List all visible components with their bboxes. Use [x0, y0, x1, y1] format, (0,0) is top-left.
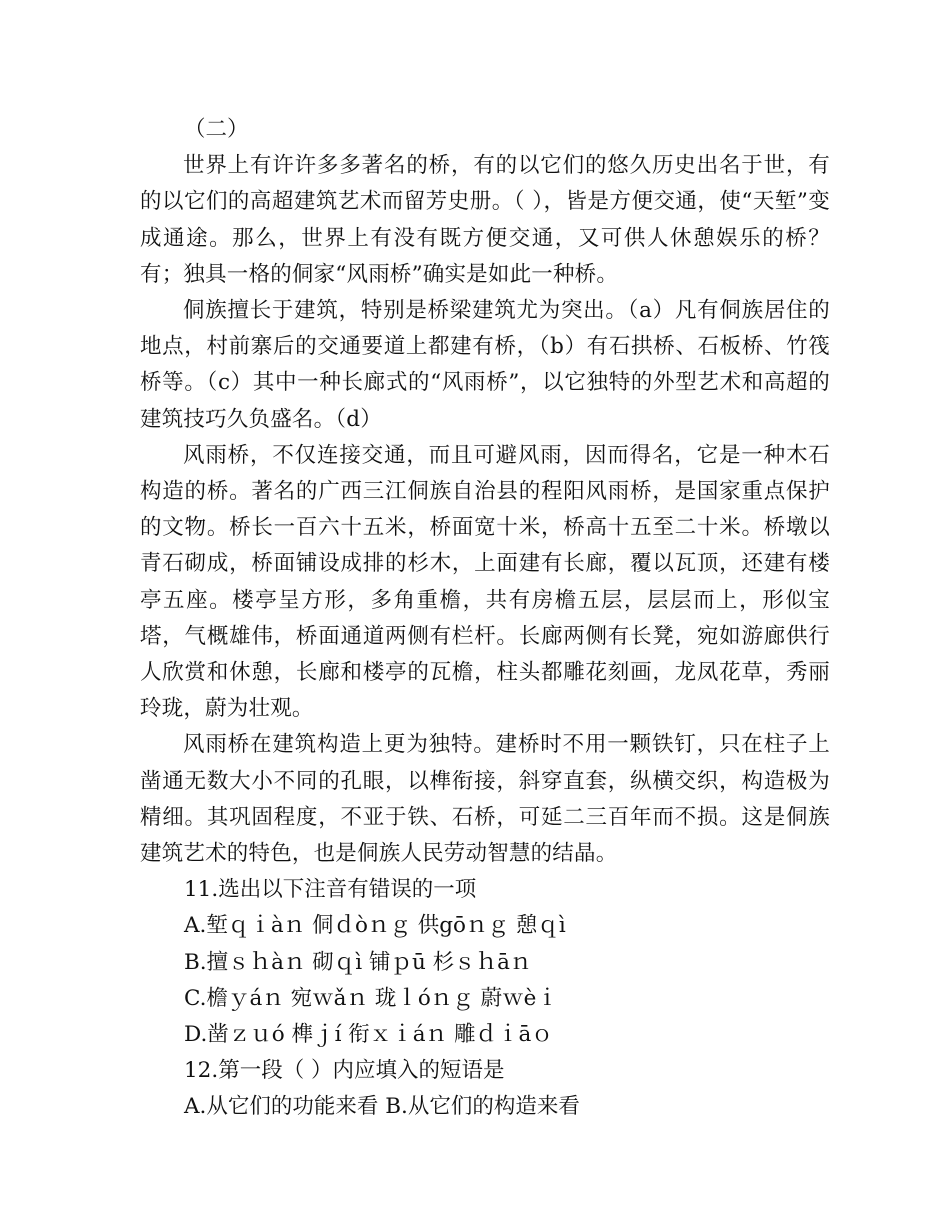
paragraph-1: 世界上有许许多多著名的桥，有的以它们的悠久历史出名于世，有的以它们的高超建筑艺术而留芳史册。（ ），皆是方便交通，使“天堑”变成通途。那么，世界上有没有既方便交通，又可供人休憩娱乐的桥？有；独具一格的侗家“风雨桥”确实是如此一种桥。	[140, 153, 830, 287]
question-11-option-b: B.擅ｓｈàｎ 砌ｑì 铺ｐū 杉ｓｈāｎ	[184, 949, 532, 975]
question-11-stem: 11.选出以下注音有错误的一项	[184, 877, 477, 903]
question-12-option-ab: A.从它们的功能来看 B.从它们的构造来看	[184, 1094, 580, 1120]
paragraph-3: 风雨桥，不仅连接交通，而且可避风雨，因而得名，它是一种木石构造的桥。著名的广西三江侗族自治县的程阳风雨桥，是国家重点保护的文物。桥长一百六十五米，桥面宽十米，桥高十五至二十米。桥墩以青石砌成，桥面铺设成排的杉木，上面建有长廊，覆以瓦顶，还建有楼亭五座。楼亭呈方形，多角重檐，共有房檐五层，层层而上，形似宝塔，气概雄伟，桥面通道两侧有栏杆。长廊两侧有长凳，宛如游廊供行人欣赏和休憩，长廊和楼亭的瓦檐，柱头都雕花刻画，龙凤花草，秀丽玲珑，蔚为壮观。	[140, 442, 830, 722]
question-11-option-a: A.堑ｑｉàｎ 侗ｄòｎｇ 供gōｎｇ 憩ｑì	[184, 913, 566, 939]
section-title: （二）	[184, 117, 249, 142]
question-11-option-c: C.檐ｙáｎ 宛ｗǎｎ 珑ｌóｎｇ 蔚ｗèｉ	[184, 985, 558, 1011]
question-12-stem: 12.第一段（ ）内应填入的短语是	[184, 1058, 505, 1084]
paragraph-2: 侗族擅长于建筑，特别是桥梁建筑尤为突出。（a）凡有侗族居住的地点，村前寨后的交通要道上都建有桥，（b）有石拱桥、石板桥、竹筏桥等。（c）其中一种长廊式的“风雨桥”，以它独特的外型艺术和高超的建筑技巧久负盛名。（d）	[140, 298, 830, 432]
question-11-option-d: D.凿ｚｕó 榫ｊí 衔ｘｉáｎ 雕ｄｉāｏ	[184, 1022, 553, 1048]
paragraph-4: 风雨桥在建筑构造上更为独特。建桥时不用一颗铁钉，只在柱子上凿通无数大小不同的孔眼，以榫衔接，斜穿直套，纵横交织，构造极为精细。其巩固程度，不亚于铁、石桥，可延二三百年而不损。这是侗族建筑艺术的特色，也是侗族人民劳动智慧的结晶。	[140, 732, 830, 867]
document-body	[140, 112, 830, 1126]
